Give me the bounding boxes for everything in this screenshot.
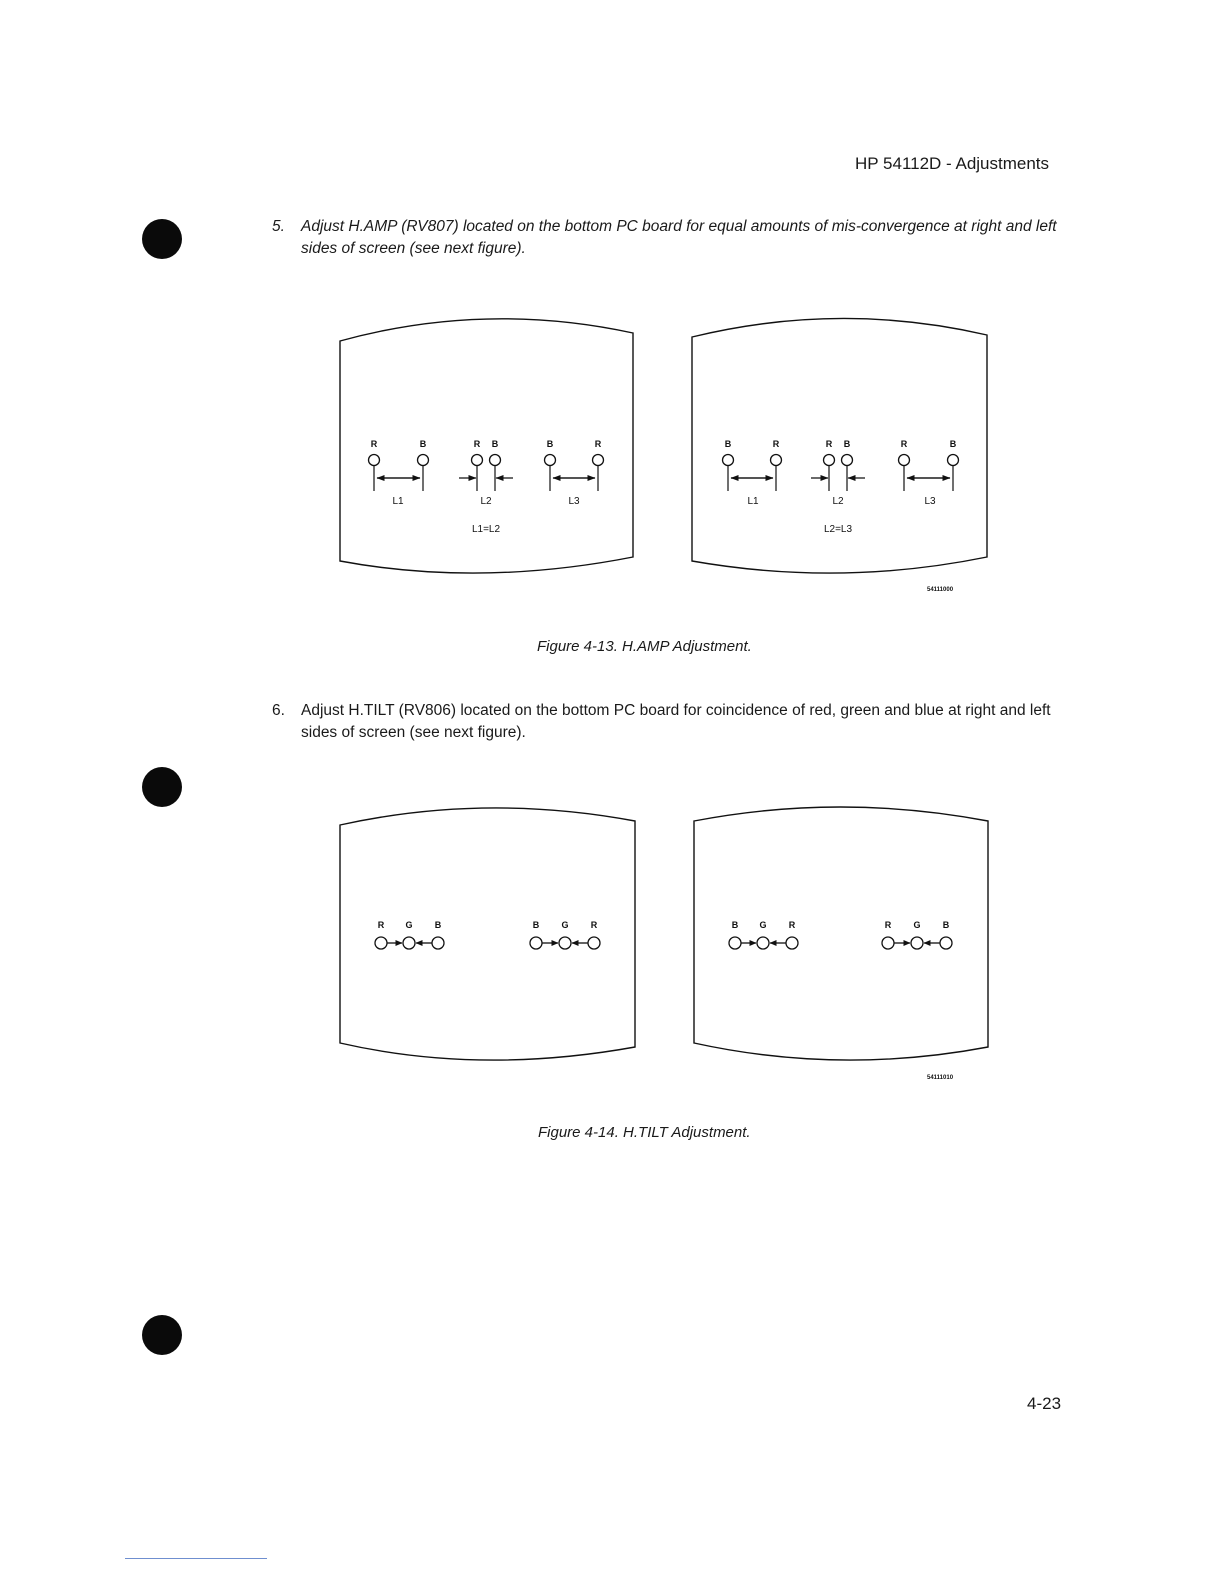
beam-dot [369, 455, 380, 466]
step-6 [272, 700, 1072, 744]
figure-caption: Figure 4-13. H.AMP Adjustment. [537, 638, 752, 655]
dot-label: G [759, 920, 767, 930]
dot-label: G [405, 920, 413, 930]
figure-hamp-diagram [330, 305, 1000, 595]
distance-label: L2 [480, 496, 492, 507]
page-number: 4-23 [1027, 1394, 1062, 1413]
figure-htilt-diagram [330, 797, 1000, 1087]
distance-label: L3 [568, 496, 580, 507]
dot-label: R [884, 920, 892, 930]
beam-dot [723, 455, 734, 466]
beam-dot [824, 455, 835, 466]
beam-dot [757, 937, 769, 949]
figure-caption: Figure 4-14. H.TILT Adjustment. [538, 1124, 751, 1141]
figure-code: 54111010 [927, 1075, 954, 1081]
beam-dot [490, 455, 501, 466]
beam-dot [472, 455, 483, 466]
dot-label: G [913, 920, 921, 930]
distance-label: L1 [747, 496, 759, 507]
beam-dot [403, 937, 415, 949]
dot-label: R [788, 920, 796, 930]
crt-screen-outline [694, 807, 988, 1060]
distance-label: L3 [924, 496, 936, 507]
dot-label: B [942, 920, 950, 930]
crt-screen-outline [340, 808, 635, 1060]
step-5 [272, 216, 1072, 260]
punch-hole-bottom [142, 1315, 182, 1355]
beam-dot [842, 455, 853, 466]
beam-dot [432, 937, 444, 949]
figure-code: 54111000 [927, 587, 954, 593]
beam-dot [530, 937, 542, 949]
step-text: Adjust H.TILT (RV806) located on the bottom PC board for coincidence of red, green and blue at right and left sides of screen (see next figure). [301, 702, 1051, 741]
dot-label: G [561, 920, 569, 930]
footer-rule [125, 1558, 267, 1559]
beam-dot [729, 937, 741, 949]
dot-label: B [419, 439, 427, 449]
beam-dot [375, 937, 387, 949]
beam-dot [911, 937, 923, 949]
step-number: 5. [272, 218, 285, 235]
dot-label: R [900, 439, 908, 449]
distance-label: L2 [832, 496, 844, 507]
dot-label: B [731, 920, 739, 930]
dot-label: B [532, 920, 540, 930]
equation-label: L2=L3 [823, 524, 853, 535]
step-text: Adjust H.AMP (RV807) located on the bottom PC board for equal amounts of mis-convergence at right and left sides of screen (see next figure). [301, 218, 1057, 257]
dot-label: B [491, 439, 499, 449]
dot-label: B [843, 439, 851, 449]
dot-label: B [434, 920, 442, 930]
running-header: HP 54112D - Adjustments [855, 154, 1050, 173]
step-number: 6. [272, 702, 285, 719]
punch-hole-top [142, 219, 182, 259]
beam-dot [786, 937, 798, 949]
dot-label: R [772, 439, 780, 449]
beam-dot [771, 455, 782, 466]
beam-dot [559, 937, 571, 949]
beam-dot [593, 455, 604, 466]
beam-dot [940, 937, 952, 949]
punch-hole-middle [142, 767, 182, 807]
beam-dot [588, 937, 600, 949]
equation-label: L1=L2 [471, 524, 501, 535]
dot-label: R [590, 920, 598, 930]
distance-label: L1 [392, 496, 404, 507]
beam-dot [948, 455, 959, 466]
dot-label: R [370, 439, 378, 449]
beam-dot [418, 455, 429, 466]
beam-dot [882, 937, 894, 949]
dot-label: R [594, 439, 602, 449]
dot-label: R [825, 439, 833, 449]
dot-label: B [949, 439, 957, 449]
dot-label: B [546, 439, 554, 449]
beam-dot [545, 455, 556, 466]
dot-label: B [724, 439, 732, 449]
dot-label: R [377, 920, 385, 930]
dot-label: R [473, 439, 481, 449]
beam-dot [899, 455, 910, 466]
